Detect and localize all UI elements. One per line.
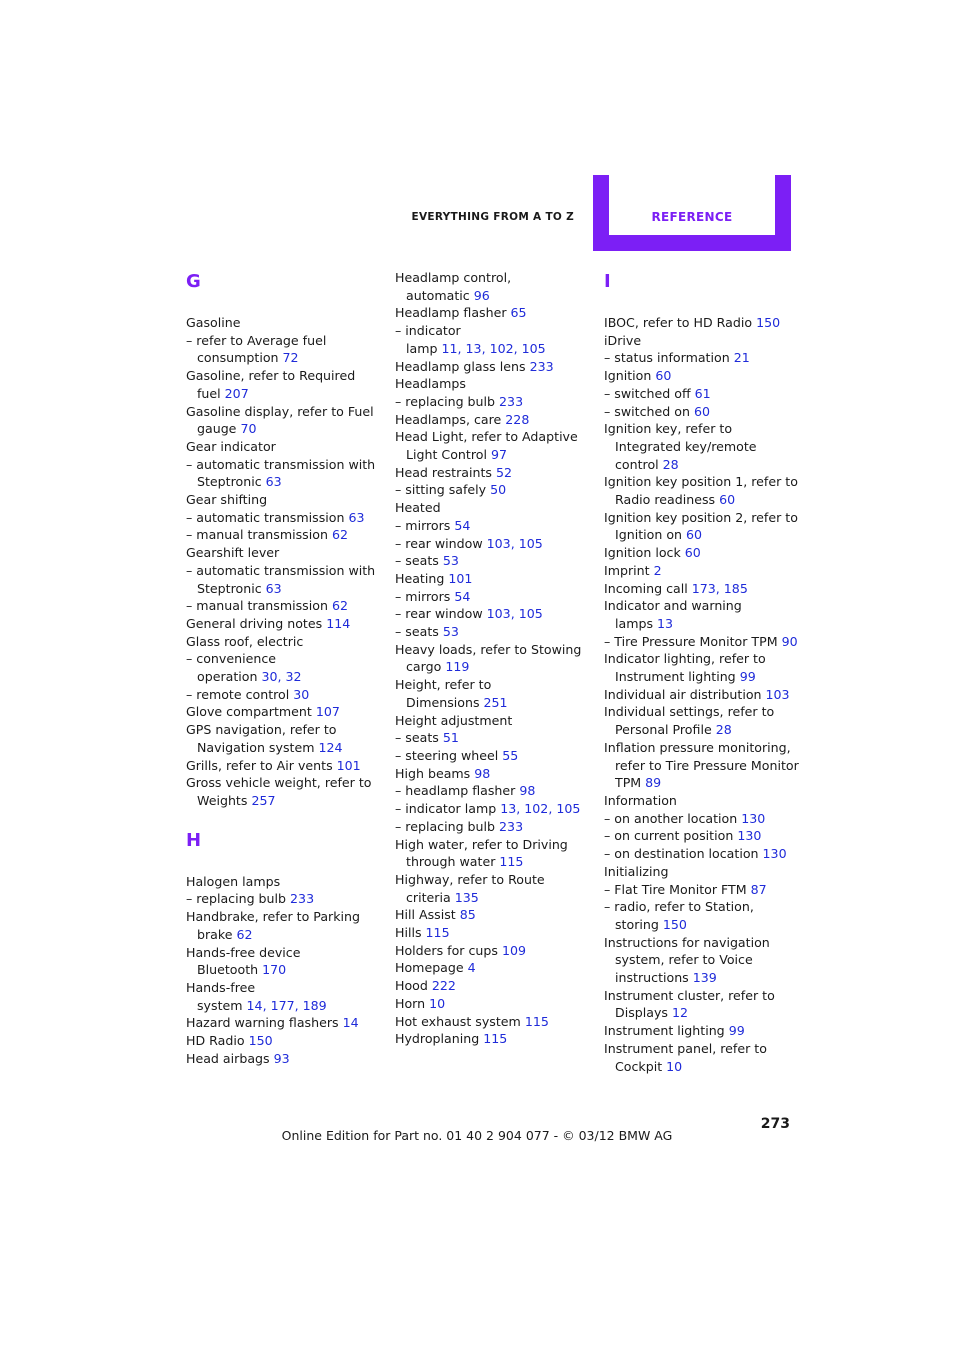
index-entry: Head Light, refer to Adaptive Light Control 97 — [395, 429, 578, 463]
index-entry: – indicator lamp 11, 13, 102, 105 — [395, 323, 546, 356]
index-entry: Instrument lighting 99 — [604, 1023, 745, 1039]
page-link[interactable]: 233 — [529, 358, 554, 374]
page-link[interactable]: 61 — [694, 385, 711, 401]
index-entry: Gasoline — [186, 315, 241, 330]
index-entry: – mirrors 54 — [395, 517, 471, 533]
index-column-2 — [395, 269, 587, 1048]
page-link[interactable]: 99 — [728, 1023, 745, 1039]
index-entry: Individual air distribution 103 — [604, 686, 790, 702]
index-entry: Ignition 60 — [604, 368, 672, 384]
index-entry: – seats 51 — [395, 730, 459, 746]
index-entry: Horn 10 — [395, 995, 446, 1011]
page-link[interactable]: 135 — [454, 889, 479, 905]
reference-tab-label-box — [609, 175, 775, 235]
page-link[interactable]: 150 — [756, 315, 781, 330]
index-entry: – switched on 60 — [604, 403, 710, 419]
index-entry: – radio, refer to Station, storing 150 — [604, 899, 754, 932]
page-link[interactable]: 13 — [657, 615, 674, 631]
page-link[interactable]: 63 — [348, 509, 365, 525]
page-link[interactable]: 13 — [500, 801, 517, 817]
page-link[interactable]: 115 — [483, 1031, 508, 1047]
index-column-1 — [186, 269, 378, 1067]
index-entry: Headlamp control, automatic 96 — [395, 270, 512, 303]
page-link[interactable]: 10 — [429, 995, 446, 1011]
index-entry: Hills 115 — [395, 925, 450, 941]
page-link[interactable]: 53 — [442, 553, 459, 569]
index-entry: – rear window 103, 105 — [395, 535, 543, 551]
page-link[interactable]: 60 — [686, 527, 703, 543]
index-entry: GPS navigation, refer to Navigation system 124 — [186, 722, 343, 755]
index-entry: Ignition lock 60 — [604, 545, 701, 561]
page-link[interactable]: 28 — [715, 722, 732, 738]
footer-edition-note: Online Edition for Part no. 01 40 2 904 077 - © 03/12 BMW AG — [281, 1128, 673, 1143]
index-entry: – replacing bulb 233 — [395, 818, 524, 834]
index-entry: Gearshift lever — [186, 545, 280, 561]
index-entry: – replacing bulb 233 — [395, 393, 524, 409]
page-link[interactable]: 50 — [490, 482, 507, 498]
index-entry: – replacing bulb 233 — [186, 891, 315, 907]
index-entry: – Tire Pressure Monitor TPM 90 — [604, 633, 798, 649]
index-entry: Hands-free system 14, 177, 189 — [186, 979, 327, 1013]
index-entry: – seats 53 — [395, 553, 459, 569]
index-entry: Hazard warning flashers 14 — [186, 1015, 359, 1031]
index-entry: – on current position 130 — [604, 828, 762, 844]
index-entry: Instrument cluster, refer to Displays 12 — [604, 987, 775, 1021]
index-entry: Gear shifting — [186, 492, 268, 508]
page-link[interactable]: 52 — [495, 464, 513, 480]
page-link[interactable]: 60 — [719, 492, 736, 508]
index-entry: – automatic transmission with Steptronic 63 — [186, 456, 376, 490]
page-link[interactable]: 109 — [501, 942, 527, 958]
index-entry: – indicator lamp 13, 102, 105 — [395, 801, 581, 817]
page-link[interactable]: 130 — [762, 846, 787, 862]
index-entry: Gasoline, refer to Required fuel 207 — [186, 368, 356, 401]
page-link[interactable]: 130 — [737, 828, 762, 844]
page-link[interactable]: 13 — [465, 340, 482, 356]
page-link[interactable]: 4 — [467, 960, 476, 976]
section-letter-h: H — [186, 829, 202, 851]
index-entry: Initializing — [604, 863, 669, 879]
page-link[interactable]: 189 — [302, 997, 327, 1013]
index-entry: Head restraints 52 — [395, 464, 513, 480]
index-entry: Headlamp glass lens 233 — [395, 358, 554, 374]
page-link[interactable]: 30 — [261, 669, 278, 685]
page-link[interactable]: 62 — [331, 598, 348, 614]
running-header: EVERYTHING FROM A TO Z — [411, 211, 574, 223]
index-entry: Grills, refer to Air vents 101 — [186, 757, 361, 773]
index-entry: Ignition key position 1, refer to Radio readiness 60 — [604, 474, 798, 508]
page-link[interactable]: 60 — [693, 403, 710, 419]
page-link[interactable]: 102 — [489, 340, 514, 356]
page-link[interactable]: 63 — [265, 474, 282, 490]
index-entry: Height adjustment — [395, 712, 513, 728]
index-entry: Hands-free device Bluetooth 170 — [186, 944, 301, 978]
index-entry: Height, refer to Dimensions 251 — [395, 677, 508, 710]
index-entry: – mirrors 54 — [395, 588, 471, 604]
index-entry: – on destination location 130 — [604, 846, 787, 862]
page-link[interactable]: 233 — [499, 393, 524, 409]
page-link[interactable]: 105 — [518, 606, 543, 622]
page-link[interactable]: 90 — [781, 633, 798, 649]
page-link[interactable]: 72 — [282, 350, 299, 366]
index-entry: – automatic transmission 63 — [186, 509, 365, 525]
page-number: 273 — [760, 1116, 790, 1132]
index-entry: HD Radio 150 — [186, 1033, 273, 1049]
page-link[interactable]: 170 — [262, 962, 287, 978]
page-link[interactable]: 60 — [684, 545, 701, 561]
page-link[interactable]: 51 — [442, 730, 459, 746]
page-link[interactable]: 150 — [662, 916, 687, 932]
index-entry: Ignition key, refer to Integrated key/remote control 28 — [604, 421, 757, 472]
section-letter-i: I — [604, 271, 611, 292]
page-link[interactable]: 62 — [236, 926, 253, 942]
index-entry: Gasoline display, refer to Fuel gauge 70 — [186, 403, 374, 437]
page-link[interactable]: 101 — [336, 757, 361, 773]
index-entry: Ignition key position 2, refer to Ignition on 60 — [604, 509, 798, 543]
index-entry: Handbrake, refer to Parking brake 62 — [186, 909, 360, 942]
page-link[interactable]: 98 — [519, 783, 536, 799]
index-entry: Incoming call 173, 185 — [604, 580, 748, 596]
index-column-3 — [604, 269, 799, 1075]
reference-tab-label: REFERENCE — [651, 210, 733, 224]
index-entry: High beams 98 — [395, 765, 491, 781]
page-link[interactable]: 228 — [505, 411, 530, 427]
index-entry: Glove compartment 107 — [186, 704, 340, 720]
page-link[interactable]: 177 — [270, 997, 295, 1013]
index-entry: – status information 21 — [604, 350, 750, 366]
index-entry: – manual transmission 62 — [186, 598, 348, 614]
page-link[interactable]: 103 — [486, 535, 511, 551]
page-link[interactable]: 173 — [691, 580, 716, 596]
page-link[interactable]: 12 — [672, 1005, 689, 1021]
index-entry: Information — [604, 792, 677, 808]
page-link[interactable]: 233 — [290, 891, 315, 907]
page-link[interactable]: 93 — [273, 1050, 290, 1066]
index-entry: – automatic transmission with Steptronic 63 — [186, 562, 376, 596]
page-link[interactable]: 150 — [248, 1033, 273, 1049]
index-entry: Gross vehicle weight, refer to Weights 257 — [186, 775, 372, 808]
index-entry: – refer to Average fuel consumption 72 — [186, 332, 327, 366]
page-link[interactable]: 63 — [265, 580, 282, 596]
index-entry: Homepage 4 — [395, 960, 476, 976]
index-entry: Indicator and warning lamps 13 — [604, 598, 742, 631]
index-entry: – steering wheel 55 — [395, 747, 519, 763]
page-link[interactable]: 139 — [692, 970, 717, 986]
page-link[interactable]: 102 — [524, 801, 549, 817]
index-entry: – seats 53 — [395, 624, 459, 640]
page-link[interactable]: 107 — [315, 704, 340, 720]
page-link[interactable]: 101 — [448, 570, 473, 586]
page-link[interactable]: 30 — [293, 686, 310, 702]
page-link[interactable]: 185 — [723, 580, 748, 596]
page-link[interactable]: 21 — [733, 350, 750, 366]
page-link[interactable]: 96 — [473, 287, 490, 303]
index-entry: – Flat Tire Monitor FTM 87 — [604, 881, 767, 897]
page-link[interactable]: 14 — [342, 1015, 359, 1031]
index-entry: High water, refer to Driving through water 115 — [395, 836, 568, 870]
page-link[interactable]: 207 — [224, 385, 249, 401]
index-entry: General driving notes 114 — [186, 615, 351, 631]
index-entry: Headlamps, care 228 — [395, 411, 530, 427]
page-link[interactable]: 99 — [739, 669, 756, 685]
index-entry: Indicator lighting, refer to Instrument lighting 99 — [604, 651, 766, 685]
page-link[interactable]: 53 — [442, 624, 459, 640]
index-entry: Instrument panel, refer to Cockpit 10 — [604, 1040, 767, 1074]
index-entry: Instructions for navigation system, refer to Voice instructions 139 — [604, 934, 770, 986]
page-link[interactable]: 130 — [741, 810, 766, 826]
page-link[interactable]: 251 — [483, 694, 508, 710]
page-link[interactable]: 62 — [331, 527, 348, 543]
index-entry: – rear window 103, 105 — [395, 606, 543, 622]
page-link[interactable]: 55 — [502, 747, 519, 763]
index-entry: Headlamp flasher 65 — [395, 305, 527, 321]
page-link[interactable]: 115 — [524, 1013, 549, 1029]
index-entry: Hood 222 — [395, 978, 456, 994]
page-link[interactable]: 54 — [454, 588, 471, 604]
index-entry: Imprint 2 — [604, 562, 662, 578]
page-link[interactable]: 119 — [445, 659, 470, 675]
page-link[interactable]: 115 — [499, 854, 524, 870]
index-entry: – switched off 61 — [604, 385, 711, 401]
index-entry: Heating 101 — [395, 570, 473, 586]
page-link[interactable]: 87 — [750, 881, 767, 897]
page-link[interactable]: 222 — [431, 978, 456, 994]
index-entry: IBOC, refer to HD Radio 150 — [604, 315, 781, 330]
page-link[interactable]: 54 — [454, 517, 471, 533]
index-entry: – on another location 130 — [604, 810, 766, 826]
index-entry: Inflation pressure monitoring, refer to Tire Pressure Monitor TPM 89 — [604, 739, 799, 791]
index-entry: Hill Assist 85 — [395, 907, 476, 923]
index-entry: Holders for cups 109 — [395, 942, 527, 958]
page-link[interactable]: 103 — [486, 606, 511, 622]
page-link[interactable]: 89 — [645, 775, 662, 791]
index-entry: Hydroplaning 115 — [395, 1031, 508, 1047]
page-link[interactable]: 28 — [662, 456, 679, 472]
index-entry: – headlamp flasher 98 — [395, 783, 536, 799]
page-link[interactable]: 11 — [441, 340, 458, 356]
page-link[interactable]: 14 — [246, 997, 263, 1013]
index-entry: – remote control 30 — [186, 686, 310, 702]
index-entry: Halogen lamps — [186, 873, 281, 889]
page-link[interactable]: 97 — [490, 447, 507, 463]
page-link[interactable]: 65 — [510, 305, 527, 321]
index-entry: Glass roof, electric — [186, 633, 304, 649]
index-entry: – manual transmission 62 — [186, 527, 348, 543]
page-link[interactable]: 233 — [499, 818, 524, 834]
index-entry: Heavy loads, refer to Stowing cargo 119 — [395, 641, 582, 675]
index-entry: Hot exhaust system 115 — [395, 1013, 549, 1029]
page-link[interactable]: 32 — [285, 669, 302, 685]
page-link[interactable]: 257 — [251, 792, 276, 808]
page-link[interactable]: 105 — [518, 535, 543, 551]
page-link[interactable]: 124 — [318, 739, 343, 755]
index-entry: Highway, refer to Route criteria 135 — [395, 871, 545, 905]
section-letter-g: G — [186, 271, 201, 292]
page-link[interactable]: 105 — [556, 801, 581, 817]
index-entry: – sitting safely 50 — [395, 482, 507, 498]
page-link[interactable]: 10 — [666, 1058, 683, 1074]
index-entry: Headlamps — [395, 376, 466, 392]
index-entry: Individual settings, refer to Personal Profile 28 — [604, 704, 775, 738]
page-link[interactable]: 98 — [474, 765, 491, 781]
page-link[interactable]: 70 — [240, 421, 257, 437]
page-link[interactable]: 115 — [425, 925, 450, 941]
index-entry: iDrive — [604, 332, 642, 348]
page-link[interactable]: 103 — [765, 686, 790, 702]
index-entry: Gear indicator — [186, 438, 276, 454]
index-entry: – convenience operation 30, 32 — [186, 651, 302, 685]
index-entry: Heated — [395, 500, 441, 516]
page-link[interactable]: 114 — [326, 615, 351, 631]
index-entry: Head airbags 93 — [186, 1050, 290, 1066]
page-link[interactable]: 85 — [459, 907, 476, 923]
page-link[interactable]: 60 — [655, 368, 672, 384]
page-link[interactable]: 2 — [653, 562, 662, 578]
page-link[interactable]: 105 — [521, 340, 546, 356]
